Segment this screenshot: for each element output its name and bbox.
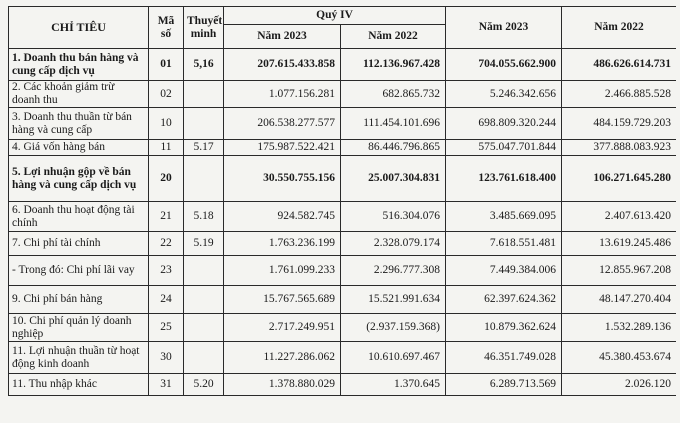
row-note [184, 156, 224, 202]
row-code: 10 [149, 108, 184, 140]
row-quarter-2023: 1.763.236.199 [224, 232, 341, 256]
row-code: 21 [149, 202, 184, 232]
row-quarter-2023: 15.767.565.689 [224, 286, 341, 314]
row-year-2022: 48.147.270.404 [562, 286, 677, 314]
table-row [9, 342, 677, 374]
row-code: 24 [149, 286, 184, 314]
row-code: 31 [149, 374, 184, 396]
table-row [9, 140, 677, 156]
header-quy-nam-2022: Năm 2022 [341, 25, 446, 49]
row-quarter-2022: 682.865.732 [341, 81, 446, 108]
row-year-2023: 3.485.669.095 [446, 202, 562, 232]
row-year-2023: 575.047.701.844 [446, 140, 562, 156]
row-quarter-2023: 175.987.522.421 [224, 140, 341, 156]
table-row [9, 314, 677, 342]
row-name: 10. Chi phí quản lý doanh nghiệp [9, 314, 149, 342]
table-row [9, 256, 677, 286]
row-year-2022: 106.271.645.280 [562, 156, 677, 202]
row-quarter-2023: 11.227.286.062 [224, 342, 341, 374]
row-name: 1. Doanh thu bán hàng và cung cấp dịch vụ [9, 49, 149, 81]
row-note: 5.20 [184, 374, 224, 396]
row-year-2022: 13.619.245.486 [562, 232, 677, 256]
row-year-2022: 2.466.885.528 [562, 81, 677, 108]
row-year-2023: 5.246.342.656 [446, 81, 562, 108]
row-name: 3. Doanh thu thuần từ bán hàng và cung cấp [9, 108, 149, 140]
header-thuyet-minh: Thuyết minh [184, 7, 224, 49]
row-name: 5. Lợi nhuận gộp về bán hàng và cung cấp dịch vụ [9, 156, 149, 202]
row-quarter-2022: (2.937.159.368) [341, 314, 446, 342]
row-year-2023: 46.351.749.028 [446, 342, 562, 374]
row-quarter-2023: 206.538.277.577 [224, 108, 341, 140]
row-quarter-2022: 111.454.101.696 [341, 108, 446, 140]
row-name: 6. Doanh thu hoạt động tài chính [9, 202, 149, 232]
row-year-2022: 2.026.120 [562, 374, 677, 396]
table-row [9, 81, 677, 108]
row-year-2022: 484.159.729.203 [562, 108, 677, 140]
table-row [9, 374, 677, 396]
row-name: 4. Giá vốn hàng bán [9, 140, 149, 156]
row-note: 5,16 [184, 49, 224, 81]
header-chi-tieu: CHỈ TIÊU [9, 7, 149, 49]
row-name: 11. Lợi nhuận thuần từ hoạt động kinh doanh [9, 342, 149, 374]
row-quarter-2022: 516.304.076 [341, 202, 446, 232]
row-note [184, 342, 224, 374]
row-note: 5.19 [184, 232, 224, 256]
header-quy: Quý IV [224, 7, 446, 25]
row-name: 2. Các khoản giảm trừ doanh thu [9, 81, 149, 108]
income-statement-table [8, 6, 676, 396]
row-year-2023: 698.809.320.244 [446, 108, 562, 140]
row-year-2023: 7.449.384.006 [446, 256, 562, 286]
row-code: 25 [149, 314, 184, 342]
row-note [184, 314, 224, 342]
row-quarter-2022: 86.446.796.865 [341, 140, 446, 156]
table-row [9, 108, 677, 140]
row-year-2023: 7.618.551.481 [446, 232, 562, 256]
row-code: 22 [149, 232, 184, 256]
row-code: 11 [149, 140, 184, 156]
row-quarter-2022: 2.296.777.308 [341, 256, 446, 286]
row-name: 7. Chi phí tài chính [9, 232, 149, 256]
row-year-2022: 486.626.614.731 [562, 49, 677, 81]
row-year-2022: 45.380.453.674 [562, 342, 677, 374]
row-quarter-2023: 30.550.755.156 [224, 156, 341, 202]
row-note [184, 286, 224, 314]
row-year-2023: 6.289.713.569 [446, 374, 562, 396]
row-quarter-2022: 10.610.697.467 [341, 342, 446, 374]
row-year-2023: 704.055.662.900 [446, 49, 562, 81]
row-note [184, 81, 224, 108]
row-quarter-2023: 924.582.745 [224, 202, 341, 232]
row-year-2023: 62.397.624.362 [446, 286, 562, 314]
row-code: 23 [149, 256, 184, 286]
table-row [9, 49, 677, 81]
row-quarter-2022: 112.136.967.428 [341, 49, 446, 81]
row-year-2022: 377.888.083.923 [562, 140, 677, 156]
row-note: 5.17 [184, 140, 224, 156]
income-statement-sheet [8, 6, 676, 423]
row-note [184, 108, 224, 140]
row-name: 9. Chi phí bán hàng [9, 286, 149, 314]
row-year-2023: 10.879.362.624 [446, 314, 562, 342]
row-quarter-2022: 2.328.079.174 [341, 232, 446, 256]
header-nam-2023: Năm 2023 [446, 7, 562, 49]
row-code: 02 [149, 81, 184, 108]
table-row [9, 202, 677, 232]
row-note [184, 256, 224, 286]
row-quarter-2022: 1.370.645 [341, 374, 446, 396]
row-quarter-2023: 2.717.249.951 [224, 314, 341, 342]
row-year-2023: 123.761.618.400 [446, 156, 562, 202]
row-quarter-2023: 1.761.099.233 [224, 256, 341, 286]
row-quarter-2023: 207.615.433.858 [224, 49, 341, 81]
row-quarter-2022: 25.007.304.831 [341, 156, 446, 202]
header-nam-2022: Năm 2022 [562, 7, 677, 49]
row-quarter-2023: 1.077.156.281 [224, 81, 341, 108]
row-quarter-2023: 1.378.880.029 [224, 374, 341, 396]
row-name: - Trong đó: Chi phí lãi vay [9, 256, 149, 286]
table-row [9, 156, 677, 202]
table-body [9, 49, 677, 396]
table-row [9, 286, 677, 314]
row-note: 5.18 [184, 202, 224, 232]
table-row [9, 232, 677, 256]
header-ma-so: Mã số [149, 7, 184, 49]
header-quy-nam-2023: Năm 2023 [224, 25, 341, 49]
row-year-2022: 12.855.967.208 [562, 256, 677, 286]
row-year-2022: 2.407.613.420 [562, 202, 677, 232]
row-year-2022: 1.532.289.136 [562, 314, 677, 342]
row-code: 01 [149, 49, 184, 81]
row-name: 11. Thu nhập khác [9, 374, 149, 396]
row-quarter-2022: 15.521.991.634 [341, 286, 446, 314]
row-code: 30 [149, 342, 184, 374]
row-code: 20 [149, 156, 184, 202]
